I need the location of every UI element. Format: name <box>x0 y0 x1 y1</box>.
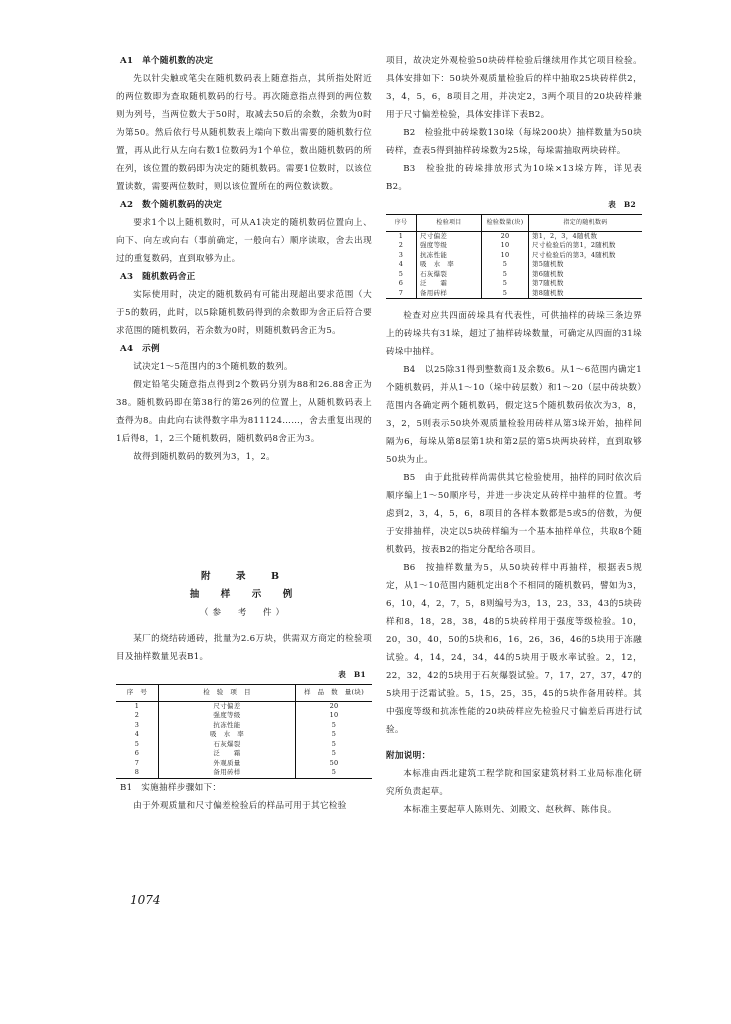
section-a1-paragraph: 先以针尖触或笔尖在随机数码表上随意指点，其所指处附近的两位数即为查取随机数码的行号。再次随意指点得到的两位数则为列号，当两位数大于50时，取减去50后的余数，余数为0时为第50。然后依行号从随机数表上端向下数出需要的随机数行位置，再从此行从左向右数1位数码为1个单位，数出随机数码的所在列，该位置的数码即为决定的随机数码。需要1位数时，以该位置读数，需要两位数时，则以该位置所在的两位数读数。 <box>116 74 372 192</box>
additional-notes-paragraph-1: 本标准由西北建筑工程学院和国家建筑材料工业局标准化研究所负责起草。 <box>386 769 642 797</box>
cell: 泛 霜 <box>417 279 482 289</box>
left-column <box>116 52 372 815</box>
cell: 1 <box>398 231 404 240</box>
cell: 5 <box>296 730 373 740</box>
cell: 尺寸检验后的第1，2随机数 <box>529 241 643 251</box>
table-b1 <box>116 684 372 779</box>
cell: 尺寸偏差 <box>159 701 296 711</box>
cell: 吸 水 率 <box>159 730 296 740</box>
section-b1-paragraph: 由于外观质量和尺寸偏差检验后的样品可用于其它检验 <box>133 800 347 811</box>
cell: 4 <box>134 730 140 738</box>
cell: 7 <box>134 758 140 767</box>
table-row <box>116 711 372 721</box>
cell: 第1，2，3，4随机数 <box>529 231 643 241</box>
cell: 10 <box>482 241 529 251</box>
cell: 5 <box>296 768 373 778</box>
cell: 20 <box>482 231 529 241</box>
cell: 2 <box>398 241 404 249</box>
section-a4-paragraph-3: 故得到随机数码的数列为3，1，2。 <box>133 452 276 462</box>
table-b2-header-row <box>386 215 642 232</box>
cell: 5 <box>296 740 373 750</box>
cell: 10 <box>482 251 529 261</box>
table-row <box>116 701 372 711</box>
page-number: 1074 <box>130 893 161 907</box>
cell: 尺寸偏差 <box>417 231 482 241</box>
cell: 外观质量 <box>159 759 296 769</box>
section-a2-heading: A2 数个随机数码的决定 <box>120 200 223 210</box>
table-row <box>386 289 642 299</box>
section-b1-continued: 项目，故决定外观检验50块砖样检验后继续用作其它项目检验。具体安排如下：50块外观质量检验后的样中抽取25块砖样供2，3，4，5，6，8项目之用，并决定2，3两个项目的20块砖样兼用于尺寸偏差检验，具体安排详下表B2。 <box>386 56 642 120</box>
cell: 5 <box>134 739 140 748</box>
section-a2-paragraph: 要求1个以上随机数时，可从A1决定的随机数码位置向上、向下、向左或向右（事前确定，一般向右）顺序读取，舍去出现过的重复数码，直到取够为止。 <box>116 218 372 264</box>
section-a4-heading: A4 示例 <box>120 344 160 354</box>
appendix-title: 附 录 B <box>200 571 288 582</box>
cell: 第5随机数 <box>529 260 643 270</box>
section-a3-heading: A3 随机数码舍正 <box>120 272 196 282</box>
cell: 3 <box>134 720 140 729</box>
cell: 石灰爆裂 <box>417 270 482 280</box>
cell: 50 <box>296 759 373 769</box>
table-row <box>386 260 642 270</box>
cell: 5 <box>482 279 529 289</box>
cell: 第8随机数 <box>529 289 643 299</box>
table-row <box>116 740 372 750</box>
table-b2-header: 序号 <box>394 219 408 226</box>
cell: 4 <box>398 260 404 268</box>
cell: 20 <box>296 701 373 711</box>
cell: 强度等级 <box>417 241 482 251</box>
table-b1-caption: 表 B1 <box>338 670 366 679</box>
table-b1-header-row <box>116 685 372 702</box>
table-b1-header: 样 品 数 量(块) <box>296 685 373 702</box>
cell: 备用砖样 <box>159 768 296 778</box>
table-row <box>386 279 642 289</box>
cell: 尺寸检验后的第3，4随机数 <box>529 251 643 261</box>
cell: 备用砖样 <box>417 289 482 299</box>
cell: 5 <box>482 270 529 280</box>
table-b2-header: 检验项目 <box>417 215 482 232</box>
cell: 吸 水 率 <box>417 260 482 270</box>
additional-notes-paragraph-2: 本标准主要起草人陈则先、刘殿文、赵秋辉、陈伟良。 <box>403 805 617 815</box>
cell: 抗冻性能 <box>417 251 482 261</box>
section-b6-paragraph: B6 按抽样数量为5，从50块砖样中再抽样，根据表5规定，从1～10范围内随机定出8个不相同的随机数码，譬如为3，6，10，4，2，7，5，8则编号为3，13，23，33，43的5块砖样和8，18，28，38，48的5块砖样用于强度等级检验。10，20，30，40，50的5块和6，16，26，36，46的5块用于冻融试验。4，14，24，34，44的5块用于吸水率试验。2，12，22，32，42的5块用于石灰爆裂试验。7，17，27，37，47的5块用于泛霜试验。5，15，25，35，45的5块作备用砖样。其中强度等级和抗冻性能的20块砖样应先检验尺寸偏差后再进行试验。 <box>386 563 642 735</box>
table-row <box>386 270 642 280</box>
table-row <box>116 759 372 769</box>
table-row <box>116 768 372 778</box>
cell: 7 <box>398 288 404 297</box>
cell: 石灰爆裂 <box>159 740 296 750</box>
cell: 8 <box>134 768 140 776</box>
cell: 1 <box>134 701 140 710</box>
table-row <box>386 251 642 261</box>
table-row <box>116 721 372 731</box>
right-column <box>386 52 642 819</box>
cell: 第6随机数 <box>529 270 643 280</box>
section-b1-heading: B1 实施抽样步骤如下： <box>120 782 222 793</box>
section-a4-paragraph-2: 假定铅笔尖随意指点得到2个数码分别为88和26.88舍正为38。随机数码即在第38行的第26列的位置上，从随机数码表上查得为8。由此向右读得数字串为811124……，舍去重复出现的1后得8，1，2三个随机数码，随机数码8舍正为3。 <box>116 380 372 444</box>
table-b1-header: 序 号 <box>126 688 148 696</box>
section-a4-paragraph-1: 试决定1～5范围内的3个随机数的数列。 <box>133 362 293 372</box>
section-b2-paragraph: B2 检验批中砖垛数130垛（每垛200块）抽样数量为50块砖样，查表5得到抽样砖垛数为25垛，每垛需抽取两块砖样。 <box>386 128 642 156</box>
table-b2-caption: 表 B2 <box>608 200 636 209</box>
appendix-subtitle: 抽 样 示 例 <box>189 589 299 600</box>
section-b4-paragraph: B4 以25除31得到整数商1及余数6。从1～6范围内确定1个随机数码，并从1～10（垛中砖层数）和1～20（层中砖块数）范围内各确定两个随机数码，假定这5个随机数码依次为3，8，3，2，5则表示50块外观质量检验用砖样从第3垛开始，抽样间隔为6，每垛从第8层第1块和第2层的第5块两块砖样，直到取够50块为止。 <box>386 365 642 465</box>
appendix-note: （参 考 件） <box>199 608 289 618</box>
section-a1-heading: A1 单个随机数的决定 <box>120 56 214 66</box>
appendix-intro: 某厂的烧结砖通砖，批量为2.6万块，供需双方商定的检验项目及抽样数量见表B1。 <box>116 634 372 662</box>
table-row <box>116 749 372 759</box>
paragraph-after-table-b2: 检查对应共四面砖垛具有代表性，可供抽样的砖垛三条边界上的砖垛共有31垛，超过了抽样砖垛数量，可确定从四面的31垛砖垛中抽样。 <box>386 311 642 357</box>
cell: 抗冻性能 <box>159 721 296 731</box>
cell: 第7随机数 <box>529 279 643 289</box>
cell: 5 <box>296 721 373 731</box>
cell: 3 <box>398 250 404 259</box>
cell: 5 <box>296 749 373 759</box>
cell: 2 <box>134 711 140 719</box>
cell: 5 <box>482 260 529 270</box>
cell: 6 <box>134 749 140 757</box>
table-b2-header: 检验数量(块) <box>482 215 529 232</box>
table-b2-header: 指定的随机数码 <box>529 215 643 232</box>
cell: 强度等级 <box>159 711 296 721</box>
table-row <box>116 730 372 740</box>
table-b2 <box>386 214 642 299</box>
section-a3-paragraph: 实际使用时，决定的随机数码有可能出现超出要求范围（大于5的数码，此时，以5除随机数码得到的余数即为舍正后符合要求范围的随机数码，若余数为0时，则随机数码舍正为5。 <box>116 290 372 336</box>
table-row <box>386 241 642 251</box>
section-b5-paragraph: B5 由于此批砖样尚需供其它检验使用，抽样的同时依次后顺序编上1～50顺序号，并进一步决定从砖样中抽样的位置。考虑到2，3，4，5，6，8项目的各样本数都是5或5的倍数，为便于安排抽样，决定以5块砖样编为一个基本抽样单位，共取8个随机数码，按表B2的指定分配给各项目。 <box>386 473 642 555</box>
cell: 泛 霜 <box>159 749 296 759</box>
cell: 6 <box>398 279 404 287</box>
table-b1-header: 检 验 项 目 <box>159 685 296 702</box>
section-b3-paragraph: B3 检验批的砖垛排放形式为10垛×13垛方阵，详见表B2。 <box>386 164 642 192</box>
cell: 5 <box>398 269 404 278</box>
additional-notes-heading: 附加说明： <box>386 751 431 761</box>
cell: 5 <box>482 289 529 299</box>
cell: 10 <box>296 711 373 721</box>
table-row <box>386 231 642 241</box>
